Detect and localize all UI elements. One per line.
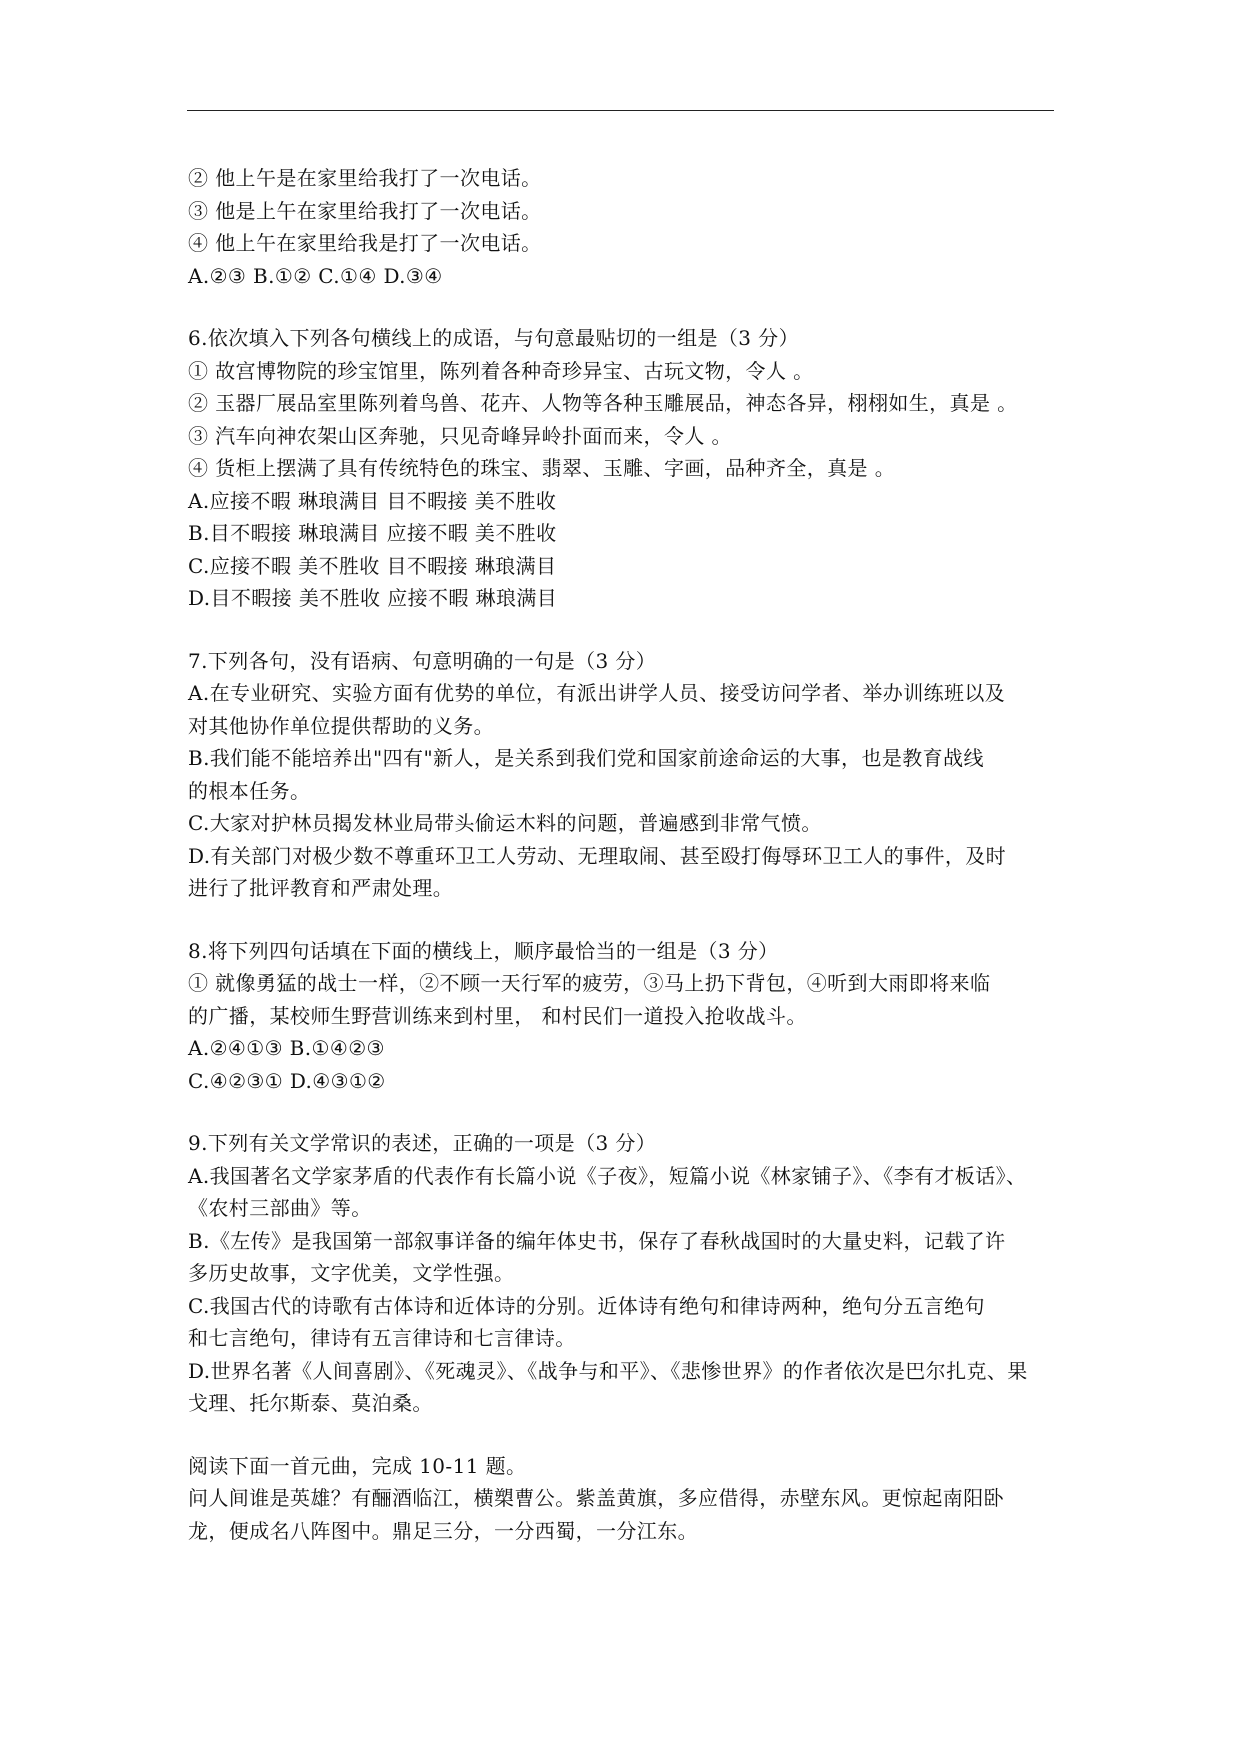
reading-passage-block [188,1450,1068,1548]
q5-options: A.②③ B.①② C.①④ D.③④ [188,263,443,288]
q9-option-c: C.我国古代的诗歌有古体诗和近体诗的分别。近体诗有绝句和律诗两种，绝句分五言绝句 [188,1293,985,1318]
page-content [188,162,1068,1547]
q6-item-2: ② 玉器厂展品室里陈列着鸟兽、花卉、人物等各种玉雕展品，神态各异，栩栩如生，真是 。 [188,391,1018,415]
q7-option-a: A.在专业研究、实验方面有优势的单位，有派出讲学人员、接受访问学者、举办训练班以及 [188,681,1006,705]
q6-stem: 6.依次填入下列各句横线上的成语，与句意最贴切的一组是（3 分） [188,326,799,350]
q7-option-d-cont: 进行了批评教育和严肃处理。 [188,876,454,900]
question-6-block [188,322,1068,615]
q9-option-d-cont: 戈理、托尔斯泰、莫泊桑。 [188,1391,433,1415]
q7-option-b: B.我们能不能培养出"四有"新人，是关系到我们党和国家前途命运的大事，也是教育战线 [188,746,984,770]
q9-stem: 9.下列有关文学常识的表述，正确的一项是（3 分） [188,1131,657,1155]
q9-option-b-cont: 多历史故事，文字优美，文学性强。 [188,1261,515,1285]
q7-option-d: D.有关部门对极少数不尊重环卫工人劳动、无理取闹、甚至殴打侮辱环卫工人的事件，及时 [188,843,1007,868]
q7-option-a-cont: 对其他协作单位提供帮助的义务。 [188,713,494,738]
q9-option-c-cont: 和七言绝句，律诗有五言律诗和七言律诗。 [188,1326,576,1350]
q8-sentences: ① 就像勇猛的战士一样，②不顾一天行军的疲劳，③马上扔下背包，④听到大雨即将来临 [188,971,991,995]
q7-stem: 7.下列各句，没有语病、句意明确的一句是（3 分） [188,648,657,673]
q9-option-d: D.世界名著《人间喜剧》、《死魂灵》、《战争与和平》、《悲惨世界》的作者依次是巴尔扎克、果 [188,1358,1028,1383]
q8-sentences-cont: 的广播，某校师生野营训练来到村里， 和村民们一道投入抢收战斗。 [188,1003,807,1028]
q6-item-1: ① 故宫博物院的珍宝馆里，陈列着各种奇珍异宝、古玩文物，令人 。 [188,358,814,383]
question-5-block [188,162,1068,292]
q9-option-b: B.《左传》是我国第一部叙事详备的编年体史书，保存了春秋战国时的大量史料，记载了许 [188,1228,1006,1253]
q6-item-4: ④ 货柜上摆满了具有传统特色的珠宝、翡翠、玉雕、字画，品种齐全，真是 。 [188,456,896,480]
q8-options-cd: C.④②③① D.④③①② [188,1068,386,1093]
q7-option-c: C.大家对护林员揭发林业局带头偷运木料的问题，普遍感到非常气愤。 [188,811,822,835]
q6-option-d: D.目不暇接 美不胜收 应接不暇 琳琅满目 [188,586,558,610]
q7-option-b-cont: 的根本任务。 [188,778,311,803]
q6-item-3: ③ 汽车向神农架山区奔驰，只见奇峰异岭扑面而来，令人 。 [188,423,732,448]
q6-option-a: A.应接不暇 琳琅满目 目不暇接 美不胜收 [188,488,557,513]
q8-stem: 8.将下列四句话填在下面的横线上，顺序最恰当的一组是（3 分） [188,938,779,963]
q9-option-a-cont: 《农村三部曲》等。 [188,1196,372,1220]
q5-line-4: ④ 他上午在家里给我是打了一次电话。 [188,231,542,255]
q5-line-2: ② 他上午是在家里给我打了一次电话。 [188,166,542,190]
question-7-block [188,645,1068,905]
q5-line-3: ③ 他是上午在家里给我打了一次电话。 [188,198,542,223]
question-9-block [188,1127,1068,1420]
q6-option-b: B.目不暇接 琳琅满目 应接不暇 美不胜收 [188,521,557,545]
question-8-block [188,935,1068,1098]
header-rule [187,110,1054,111]
reading-poem-line-2: 龙，便成名八阵图中。鼎足三分，一分西蜀，一分江东。 [188,1518,698,1543]
q6-option-c: C.应接不暇 美不胜收 目不暇接 琳琅满目 [188,553,557,578]
q8-options-ab: A.②④①③ B.①④②③ [188,1036,385,1060]
reading-instruction: 阅读下面一首元曲，完成 10-11 题。 [188,1453,527,1478]
reading-poem-line-1: 问人间谁是英雄？有酾酒临江，横槊曹公。紫盖黄旗，多应借得，赤壁东风。更惊起南阳卧 [188,1486,1004,1510]
q9-option-a: A.我国著名文学家茅盾的代表作有长篇小说《子夜》，短篇小说《林家铺子》、《李有才板话》、 [188,1163,1027,1188]
